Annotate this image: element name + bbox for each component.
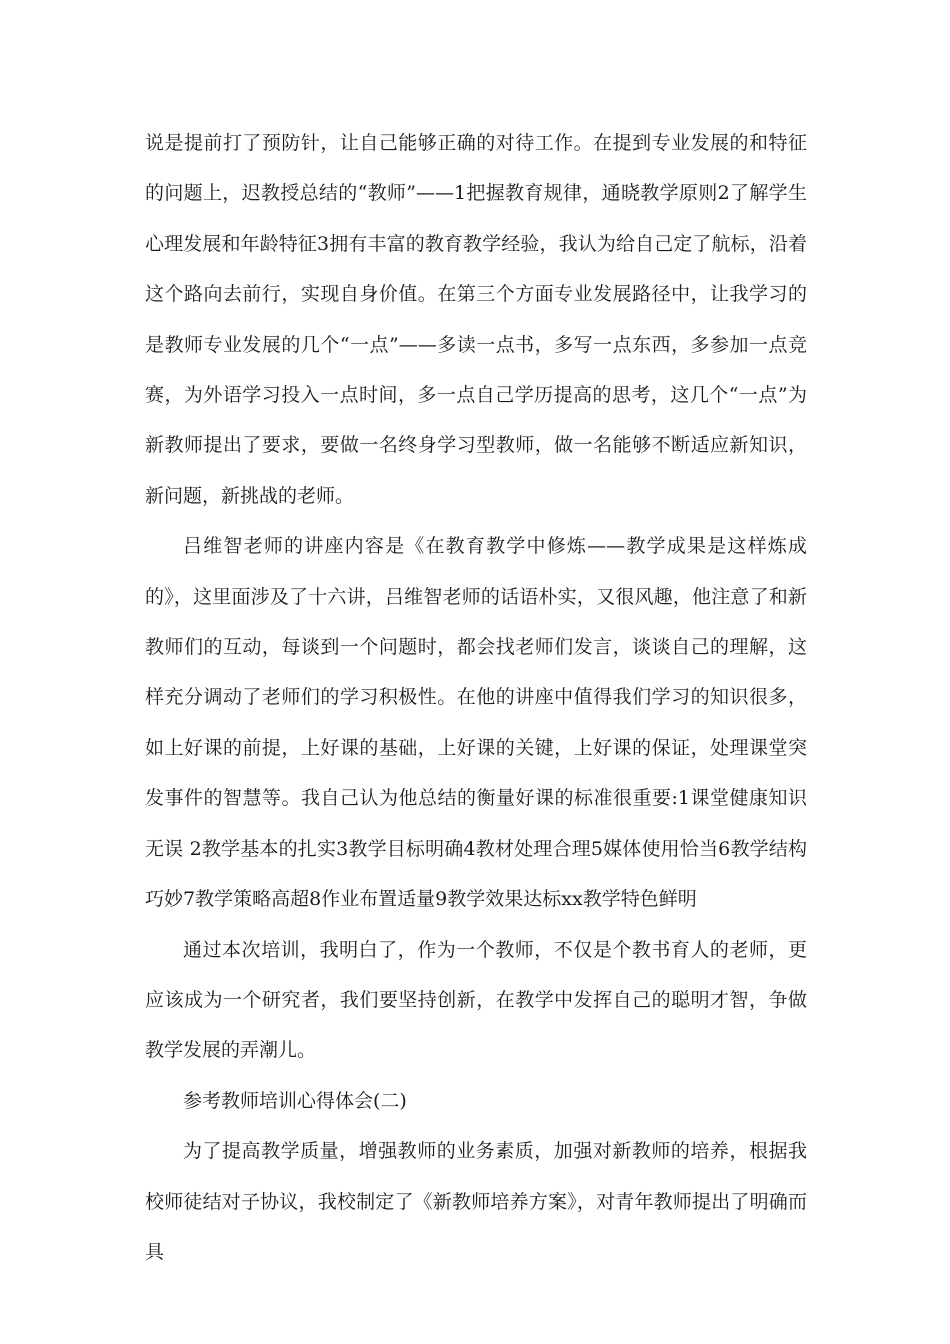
- section-heading: 参考教师培训心得体会(二): [183, 1089, 407, 1112]
- paragraph-conclusion: 通过本次培训，我明白了，作为一个教师，不仅是个教书育人的老师，更应该成为一个研究者，我们要坚持创新，在教学中发挥自己的聪明才智，争做教学发展的弄潮儿。: [145, 938, 807, 1062]
- paragraph-continuation: 说是提前打了预防针，让自己能够正确的对待工作。在提到专业发展的和特征的问题上，迟教授总结的“教师”——1把握教育规律，通晓教学原则2了解学生心理发展和年龄特征3拥有丰富的教育教学经验，我认为给自己定了航标，沿着这个路向去前行，实现自身价值。在第三个方面专业发展路径中，让我学习的是教师专业发展的几个“一点”——多读一点书，多写一点东西，多参加一点竞赛，为外语学习投入一点时间，多一点自己学历提高的思考，这几个“一点”为新教师提出了要求，要做一名终身学习型教师，做一名能够不断适应新知识，新问题，新挑战的老师。: [145, 132, 807, 507]
- paragraph-lecture-summary: 吕维智老师的讲座内容是《在教育教学中修炼——教学成果是这样炼成的》，这里面涉及了十六讲，吕维智老师的话语朴实，又很风趣，他注意了和新教师们的互动，每谈到一个问题时，都会找老师们发言，谈谈自己的理解，这样充分调动了老师们的学习积极性。在他的讲座中值得我们学习的知识很多，如上好课的前提，上好课的基础，上好课的关键，上好课的保证，处理课堂突发事件的智慧等。我自己认为他总结的衡量好课的标准很重要:1课堂健康知识无误 2教学基本的扎实3教学目标明确4教材处理合理5媒体使用恰当6教学结构巧妙7教学策略高超8作业布置适量9教学效果达标xx教学特色鲜明: [145, 535, 807, 911]
- paragraph-intro: 为了提高教学质量，增强教师的业务素质，加强对新教师的培养，根据我校师徒结对子协议，我校制定了《新教师培养方案》，对青年教师提出了明确而具: [145, 1140, 807, 1263]
- document-body: [145, 118, 807, 1277]
